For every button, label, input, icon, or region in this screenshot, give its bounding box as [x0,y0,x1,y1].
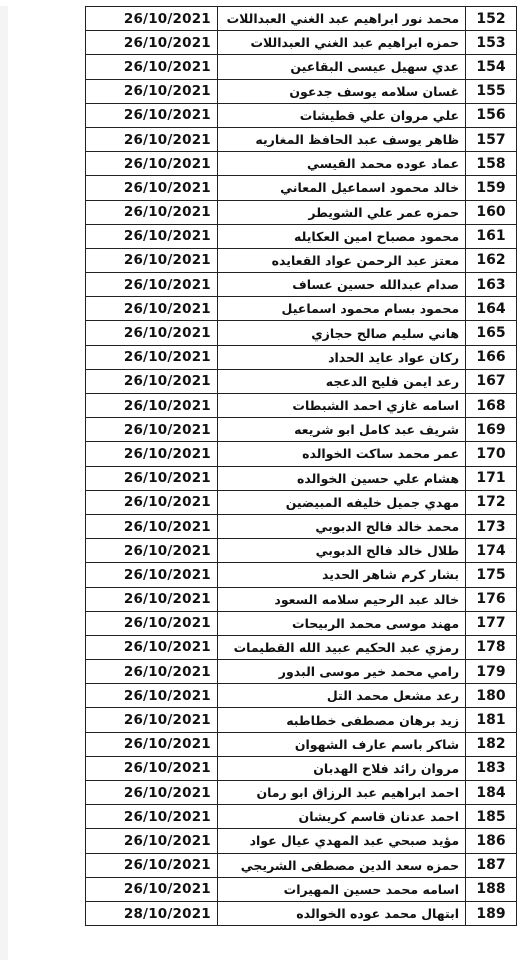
name-cell: رعد مشعل محمد التل [217,684,465,708]
table-row [86,635,517,659]
name-cell: حمزه ابراهيم عبد الغني العبداللات [217,31,465,55]
row-number-cell: 157 [466,127,517,151]
row-number-cell: 189 [466,901,517,925]
date-cell: 26/10/2021 [86,248,218,272]
table-row [86,829,517,853]
row-number-cell: 158 [466,152,517,176]
table-row [86,273,517,297]
table-row [86,7,517,31]
name-cell: محمود بسام محمود اسماعيل [217,297,465,321]
name-cell: اسامه محمد حسين المهيرات [217,877,465,901]
date-cell: 26/10/2021 [86,200,218,224]
date-cell: 26/10/2021 [86,442,218,466]
name-cell: غسان سلامه يوسف جدعون [217,79,465,103]
name-cell: حمزه عمر علي الشويطر [217,200,465,224]
name-cell: خالد محمود اسماعيل المعاني [217,176,465,200]
roster-table-body [86,7,517,926]
name-cell: ظاهر يوسف عبد الحافظ المغاريه [217,127,465,151]
date-cell: 28/10/2021 [86,901,218,925]
table-row [86,321,517,345]
table-row [86,466,517,490]
name-cell: هاني سليم صالح حجازي [217,321,465,345]
table-row [86,127,517,151]
row-number-cell: 178 [466,635,517,659]
table-row [86,781,517,805]
row-number-cell: 166 [466,345,517,369]
row-number-cell: 155 [466,79,517,103]
table-row [86,31,517,55]
name-cell: معتز عبد الرحمن عواد القعايده [217,248,465,272]
name-cell: مروان رائد فلاح الهدبان [217,756,465,780]
table-row [86,200,517,224]
date-cell: 26/10/2021 [86,369,218,393]
table-row [86,587,517,611]
row-number-cell: 159 [466,176,517,200]
row-number-cell: 184 [466,781,517,805]
date-cell: 26/10/2021 [86,877,218,901]
name-cell: طلال خالد فالح الدبوبي [217,539,465,563]
name-cell: مؤيد صبحي عبد المهدي عيال عواد [217,829,465,853]
name-cell: عمر محمد ساكت الخوالده [217,442,465,466]
row-number-cell: 179 [466,660,517,684]
name-cell: احمد ابراهيم عبد الرزاق ابو رمان [217,781,465,805]
table-row [86,684,517,708]
date-cell: 26/10/2021 [86,490,218,514]
table-row [86,176,517,200]
table-row [86,79,517,103]
name-cell: صدام عبدالله حسين عساف [217,273,465,297]
table-row [86,297,517,321]
row-number-cell: 162 [466,248,517,272]
table-row [86,345,517,369]
date-cell: 26/10/2021 [86,805,218,829]
table-row [86,224,517,248]
row-number-cell: 186 [466,829,517,853]
name-cell: هشام علي حسين الخوالده [217,466,465,490]
date-cell: 26/10/2021 [86,79,218,103]
table-row [86,55,517,79]
row-number-cell: 171 [466,466,517,490]
row-number-cell: 152 [466,7,517,31]
table-row [86,563,517,587]
date-cell: 26/10/2021 [86,732,218,756]
date-cell: 26/10/2021 [86,708,218,732]
name-cell: مهند موسى محمد الربيحات [217,611,465,635]
name-cell: ابتهال محمد عوده الخوالده [217,901,465,925]
table-row [86,732,517,756]
table-row [86,152,517,176]
row-number-cell: 182 [466,732,517,756]
table-row [86,901,517,925]
name-cell: زيد برهان مصطفى خطاطبه [217,708,465,732]
date-cell: 26/10/2021 [86,127,218,151]
table-row [86,756,517,780]
date-cell: 26/10/2021 [86,418,218,442]
row-number-cell: 167 [466,369,517,393]
table-row [86,805,517,829]
date-cell: 26/10/2021 [86,829,218,853]
date-cell: 26/10/2021 [86,635,218,659]
name-cell: ركان عواد عايد الحداد [217,345,465,369]
name-cell: محمد خالد فالح الدبوبي [217,514,465,538]
page-margin [0,6,8,960]
date-cell: 26/10/2021 [86,514,218,538]
row-number-cell: 176 [466,587,517,611]
row-number-cell: 170 [466,442,517,466]
table-row [86,660,517,684]
date-cell: 26/10/2021 [86,563,218,587]
name-cell: شريف عبد كامل ابو شريعه [217,418,465,442]
row-number-cell: 187 [466,853,517,877]
date-cell: 26/10/2021 [86,539,218,563]
row-number-cell: 175 [466,563,517,587]
name-cell: شاكر باسم عارف الشهوان [217,732,465,756]
date-cell: 26/10/2021 [86,684,218,708]
row-number-cell: 154 [466,55,517,79]
date-cell: 26/10/2021 [86,152,218,176]
date-cell: 26/10/2021 [86,7,218,31]
row-number-cell: 177 [466,611,517,635]
row-number-cell: 183 [466,756,517,780]
table-row [86,853,517,877]
row-number-cell: 173 [466,514,517,538]
name-cell: خالد عبد الرحيم سلامه السعود [217,587,465,611]
row-number-cell: 180 [466,684,517,708]
table-row [86,442,517,466]
date-cell: 26/10/2021 [86,756,218,780]
date-cell: 26/10/2021 [86,103,218,127]
row-number-cell: 168 [466,394,517,418]
name-cell: محمود مصباح امين العكايله [217,224,465,248]
name-cell: بشار كرم شاهر الحديد [217,563,465,587]
date-cell: 26/10/2021 [86,224,218,248]
row-number-cell: 181 [466,708,517,732]
name-cell: حمزه سعد الدين مصطفى الشريجي [217,853,465,877]
name-cell: عدي سهيل عيسى البقاعين [217,55,465,79]
date-cell: 26/10/2021 [86,31,218,55]
row-number-cell: 156 [466,103,517,127]
date-cell: 26/10/2021 [86,394,218,418]
row-number-cell: 172 [466,490,517,514]
row-number-cell: 163 [466,273,517,297]
row-number-cell: 161 [466,224,517,248]
date-cell: 26/10/2021 [86,176,218,200]
table-row [86,369,517,393]
name-cell: مهدي جميل خليفه المبيضين [217,490,465,514]
name-cell: رمزي عبد الحكيم عبيد الله القطيمات [217,635,465,659]
table-row [86,103,517,127]
row-number-cell: 165 [466,321,517,345]
date-cell: 26/10/2021 [86,660,218,684]
row-number-cell: 174 [466,539,517,563]
name-cell: رعد ايمن فليح الدعجه [217,369,465,393]
row-number-cell: 188 [466,877,517,901]
date-cell: 26/10/2021 [86,587,218,611]
date-cell: 26/10/2021 [86,611,218,635]
row-number-cell: 164 [466,297,517,321]
name-cell: رامي محمد خير موسى البدور [217,660,465,684]
table-row [86,539,517,563]
date-cell: 26/10/2021 [86,853,218,877]
date-cell: 26/10/2021 [86,55,218,79]
table-row [86,418,517,442]
table-row [86,611,517,635]
table-row [86,708,517,732]
row-number-cell: 153 [466,31,517,55]
name-cell: اسامه غازي احمد الشبطات [217,394,465,418]
date-cell: 26/10/2021 [86,345,218,369]
table-row [86,877,517,901]
table-row [86,394,517,418]
date-cell: 26/10/2021 [86,321,218,345]
date-cell: 26/10/2021 [86,781,218,805]
date-cell: 26/10/2021 [86,273,218,297]
row-number-cell: 169 [466,418,517,442]
name-cell: محمد نور ابراهيم عبد الغني العبداللات [217,7,465,31]
date-cell: 26/10/2021 [86,466,218,490]
name-cell: احمد عدنان قاسم كريشان [217,805,465,829]
document-page [0,6,521,960]
table-row [86,490,517,514]
row-number-cell: 185 [466,805,517,829]
roster-table [85,6,517,926]
row-number-cell: 160 [466,200,517,224]
table-row [86,248,517,272]
name-cell: عماد عوده محمد القيسي [217,152,465,176]
name-cell: علي مروان علي قطيشات [217,103,465,127]
date-cell: 26/10/2021 [86,297,218,321]
table-row [86,514,517,538]
